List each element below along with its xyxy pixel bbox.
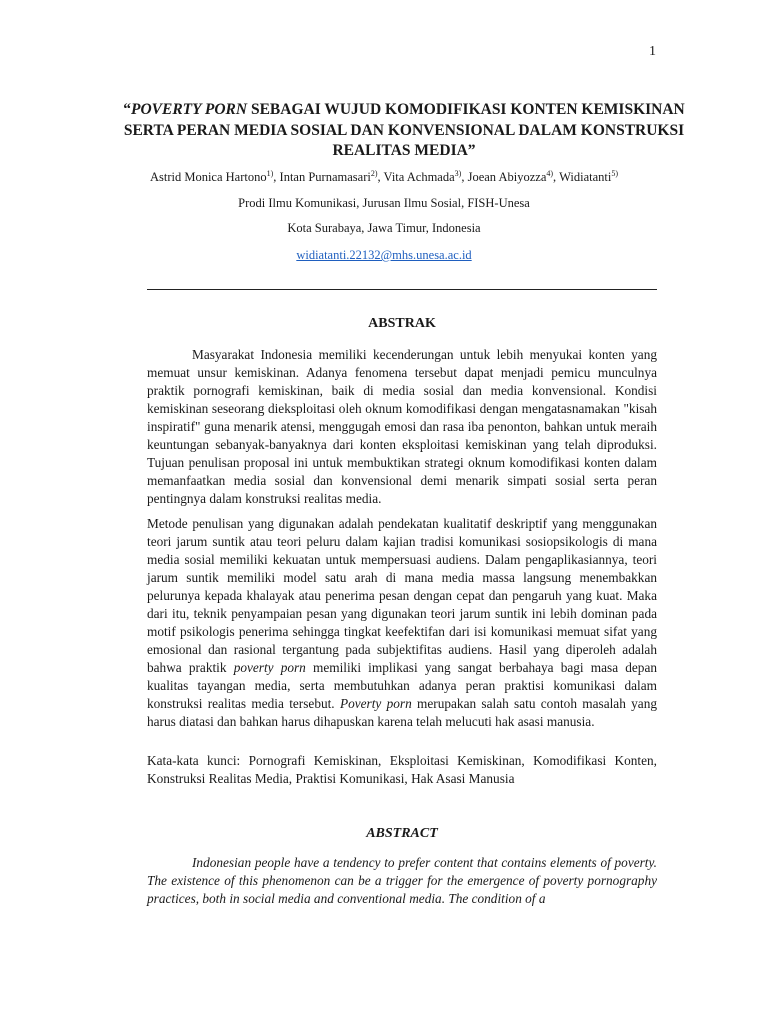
abstrak-heading: ABSTRAK	[368, 316, 436, 331]
abstrak-p2-text: memiliki implikasi yang sangat berbahaya bagi masa depan kualitas tayangan media, serta membutuhkan adanya peran praktisi komunikasi dalam konstruksi realitas media tersebut.	[147, 660, 657, 711]
city-line: Kota Surabaya, Jawa Timur, Indonesia	[287, 221, 481, 235]
author-affiliation-mark: 2)	[370, 168, 378, 178]
header-divider	[147, 289, 657, 290]
keywords-paragraph: Kata-kata kunci: Pornografi Kemiskinan, Eksploitasi Kemiskinan, Komodifikasi Konten, Konstruksi Realitas Media, Praktisi Komunikasi, Hak Asasi Manusia	[147, 753, 657, 786]
title-open-quote: “	[123, 101, 131, 118]
author-name: Intan Purnamasari	[279, 170, 371, 184]
email-line	[60, 248, 708, 263]
author-affiliation-mark: 3)	[454, 168, 462, 178]
abstrak-p2-text: Metode penulisan yang digunakan adalah pendekatan kualitatif deskriptif yang menggunakan teori jarum suntik atau teori peluru dalam kajian tradisi komunikasi sosiopsikologis di mana media sosial memiliki kekuatan untuk mempersuasi audiens. Dalam pengaplikasiannya, teori jarum suntik memiliki model satu arah di mana media massa langsung menembakkan pelurunya kepada khalayak atau penerima pesan dengan cepat dan pengaruh yang kuat. Maka dari itu, teknik penyampaian pesan yang digunakan teori jarum suntik ini lebih dominan pada motif psikologis penerima sehingga tingkat keefektifan dari isi komunikasi memuat sifat yang emosional dan rasional tergantung pada subjektifitas audiens. Hasil yang diperoleh adalah bahwa praktik	[147, 516, 657, 675]
abstrak-p2-term: poverty porn	[233, 660, 306, 675]
author-affiliation-mark: 5)	[611, 168, 619, 178]
author-list: Astrid Monica Hartono$^{1)}$, Intan Purnamasari$^{2)}$, Vita Achmada$^{3)}$, Joean Abiyozza$^{4)}$, Widiatanti$^{5)}$	[149, 168, 619, 184]
author-affiliation-mark: 4)	[546, 168, 554, 178]
author-name: Astrid Monica Hartono	[149, 170, 267, 184]
affiliation: Prodi Ilmu Komunikasi, Jurusan Ilmu Sosial, FISH-Unesa	[238, 196, 530, 210]
abstrak-paragraph-1: Masyarakat Indonesia memiliki kecenderungan untuk lebih menyukai konten yang memuat unsur kemiskinan. Adanya fenomena tersebut dapat menjadi pemicu munculnya praktik pornografi kemiskinan, baik di media sosial dan media konvensional. Kondisi kemiskinan seseorang dieksploitasi oleh oknum komodifikasi dengan mengatasnamakan "kisah inspiratif" guna menarik atensi, menggugah emosi dan rasa iba penonton, bahkan untuk meraih keuntungan sebanyak-banyaknya dari konten eksploitasi kemiskinan yang telah diproduksi. Tujuan penulisan proposal ini untuk membuktikan strategi oknum komodifikasi konten dalam memanfaatkan media sosial dan konvensional demi menarik simpati sosial serta peran pentingnya dalam konstruksi realitas media.	[147, 347, 657, 506]
abstrak-p2-text: merupakan salah satu contoh masalah yang harus diatasi dan bahkan harus dihapuskan karena telah melucuti hak asasi manusia.	[147, 696, 657, 729]
author-name: Vita Achmada	[383, 170, 455, 184]
author-affiliation-mark: 1)	[266, 168, 274, 178]
title-rest: SEBAGAI WUJUD KOMODIFIKASI KONTEN KEMISKINAN SERTA PERAN MEDIA SOSIAL DAN KONVENSIONAL DALAM KONSTRUKSI REALITAS MEDIA”	[123, 101, 685, 159]
author-name: Joean Abiyozza	[467, 170, 547, 184]
author-name: Widiatanti	[559, 170, 612, 184]
paper-title	[100, 100, 708, 162]
title-italic-term: POVERTY PORN	[130, 101, 248, 118]
page-number: 1	[649, 44, 656, 59]
abstrak-p2-term: Poverty porn	[339, 696, 412, 711]
abstrak-paragraph-2	[147, 515, 657, 731]
email-link[interactable]: widiatanti.22132@mhs.unesa.ac.id	[296, 248, 472, 262]
abstract-heading: ABSTRACT	[366, 826, 438, 841]
abstract-paragraph-1: Indonesian people have a tendency to prefer content that contains elements of poverty. The existence of this phenomenon can be a trigger for the emergence of poverty pornography practices, both in social media and conventional media. The condition of a	[147, 855, 657, 906]
